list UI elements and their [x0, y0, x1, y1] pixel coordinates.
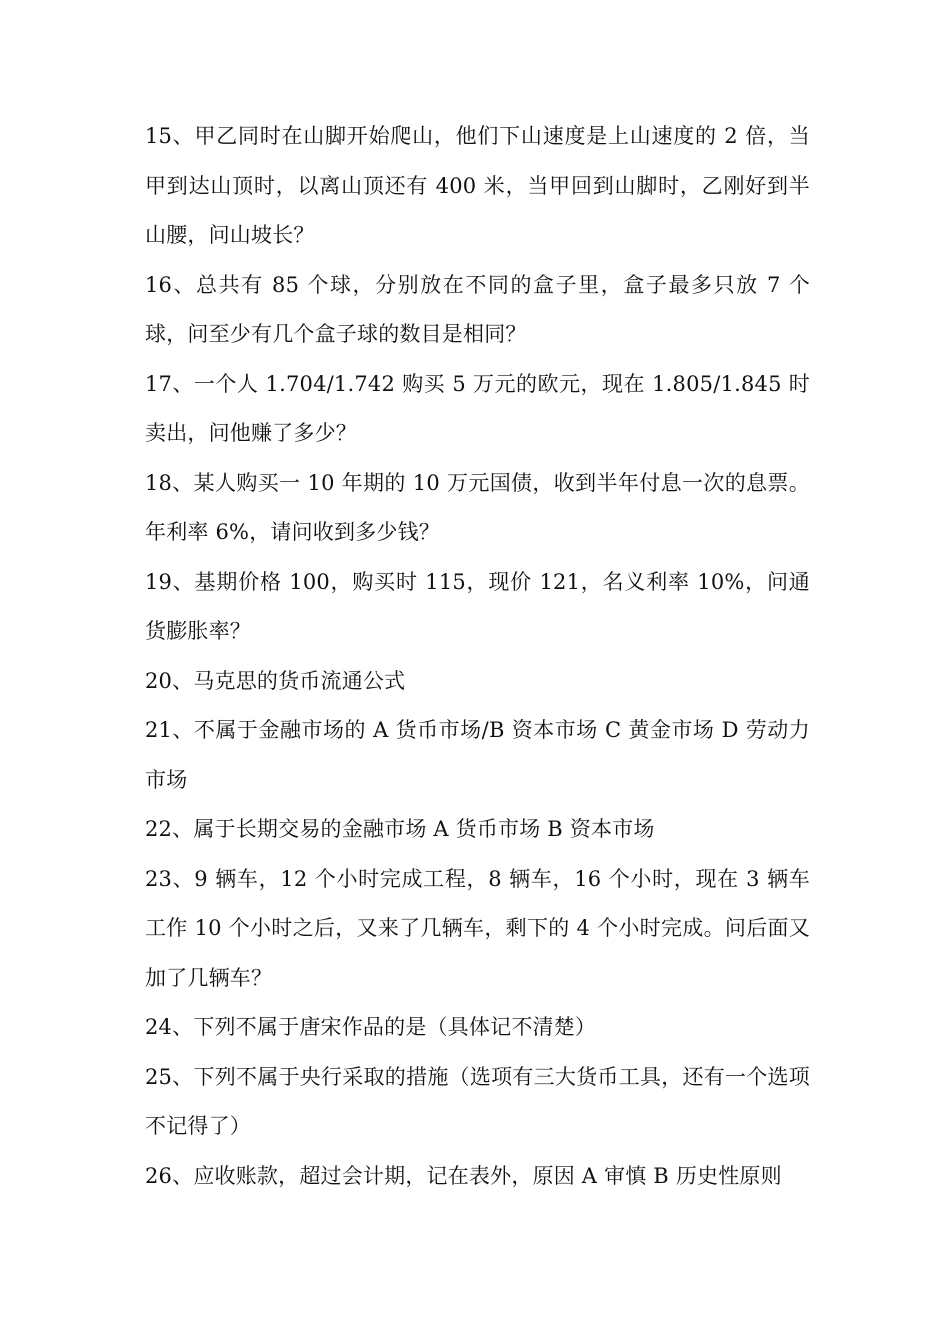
question-24: 24、下列不属于唐宋作品的是（具体记不清楚） — [145, 1015, 597, 1039]
question-19: 19、基期价格 100，购买时 115，现价 121，名义利率 10%，问通货膨胀率？ — [145, 569, 810, 643]
question-21: 21、不属于金融市场的 A 货币市场/B 资本市场 C 黄金市场 D 劳动力市场 — [145, 718, 810, 792]
question-list — [145, 112, 810, 1201]
question-22: 22、属于长期交易的金融市场 A 货币市场 B 资本市场 — [145, 817, 655, 841]
question-15: 15、甲乙同时在山脚开始爬山，他们下山速度是上山速度的 2 倍，当甲到达山顶时，以离山顶还有 400 米，当甲回到山脚时，乙刚好到半山腰，问山坡长？ — [145, 124, 810, 247]
question-25: 25、下列不属于央行采取的措施（选项有三大货币工具，还有一个选项不记得了） — [145, 1064, 810, 1138]
question-20: 20、马克思的货币流通公式 — [145, 668, 406, 693]
question-26: 26、应收账款，超过会计期，记在表外，原因 A 审慎 B 历史性原则 — [145, 1163, 782, 1188]
question-17: 17、一个人 1.704/1.742 购买 5 万元的欧元，现在 1.805/1.845 时卖出，问他赚了多少？ — [145, 371, 810, 445]
question-23: 23、9 辆车，12 个小时完成工程，8 辆车，16 个小时，现在 3 辆车工作 10 个小时之后，又来了几辆车，剩下的 4 个小时完成。问后面又加了几辆车？ — [145, 866, 810, 990]
question-18: 18、某人购买一 10 年期的 10 万元国债，收到半年付息一次的息票。年利率 6%，请问收到多少钱？ — [145, 470, 810, 544]
question-16: 16、总共有 85 个球，分别放在不同的盒子里，盒子最多只放 7 个球，问至少有几个盒子球的数目是相同？ — [145, 272, 810, 346]
